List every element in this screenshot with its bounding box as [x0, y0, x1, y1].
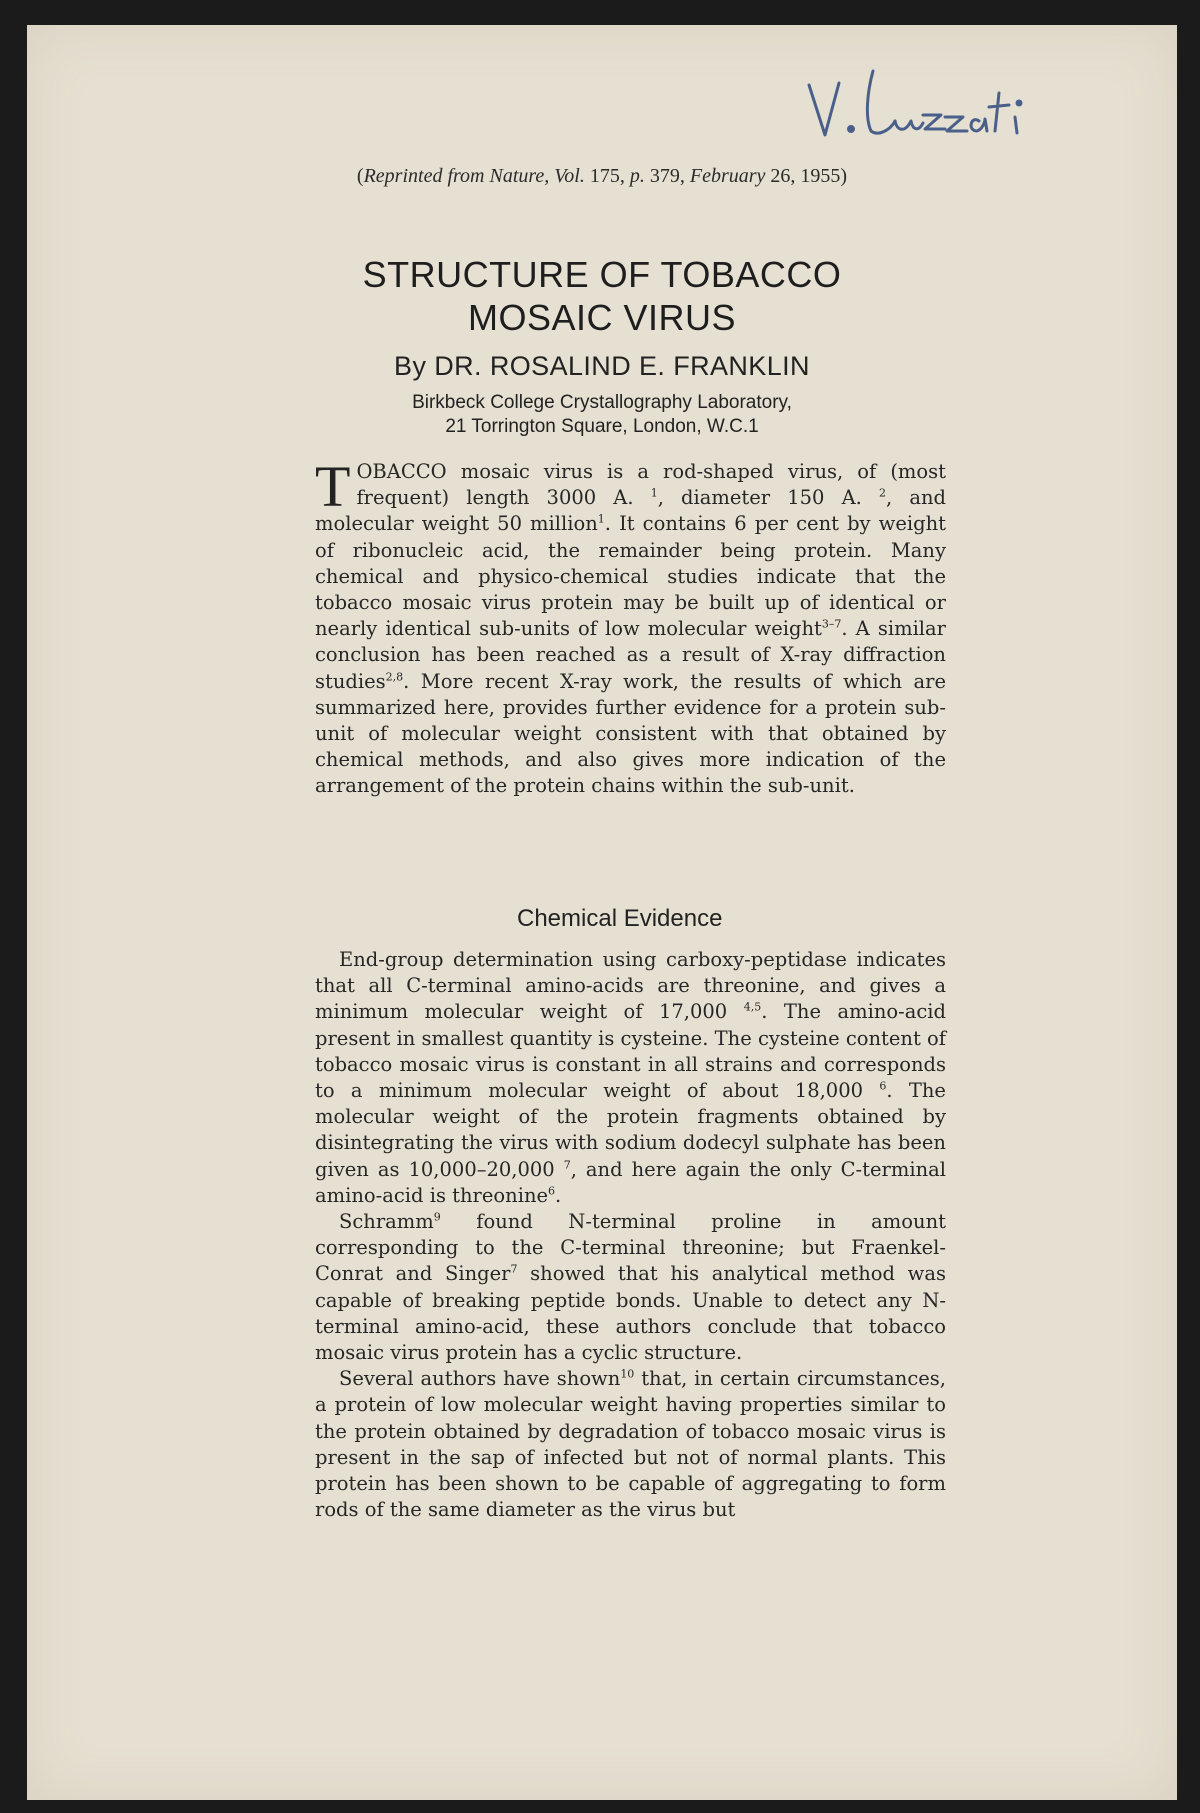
intro-paragraph: TOBACCO mosaic virus is a rod-shaped virus, of (most frequent) length 3000 A. $^1$, diameter 150 A. $^2$, and molecular weight 50 million$^1$. It contains 6 per cent by weight of ribonucleic acid, the remainder being protein. Many chemical and physico-chemical studies indicate that the tobacco mosaic virus protein may be built up of identical or nearly identical sub-units of low molecular weight$^{3-7}$. A similar conclusion has been reached as a result of X-ray diffraction studies$^{2,8}$. More recent X-ray work, the results of which are summarized here, provides further evidence for a protein sub-unit of molecular weight consistent with that obtained by chemical methods, and also gives more indication of the arrangement of the protein chains within the sub-unit.: [315, 454, 946, 798]
drop-cap: T: [315, 454, 351, 519]
paragraph-schramm: Schramm$^9$ found N-terminal proline in amount corresponding to the C-terminal threonine; but Fraenkel-Conrat and Singer$^7$ showed that his analytical method was capable of breaking peptide bonds. Unable to detect any N-terminal amino-acid, these authors conclude that tobacco mosaic virus protein has a cyclic structure.: [315, 1210, 946, 1365]
author-byline: By DR. ROSALIND E. FRANKLIN: [394, 351, 810, 381]
article-title: [27, 253, 1177, 339]
section-heading: Chemical Evidence: [517, 905, 723, 932]
affiliation-line-2: 21 Torrington Square, London, W.C.1: [445, 416, 759, 437]
handwritten-signature: [795, 63, 1035, 153]
reprint-citation: (Reprinted from Nature, Vol. 175, p. 379, February 26, 1955): [356, 165, 848, 187]
document-page: [27, 25, 1177, 1800]
title-line-1: STRUCTURE OF TOBACCO: [362, 254, 842, 295]
affiliation-line-1: Birkbeck College Crystallography Laboratory,: [412, 392, 792, 413]
paragraph-end-group: End-group determination using carboxy-peptidase indicates that all C-terminal amino-acids are threonine, and gives a minimum molecular weight of 17,000 $^{4,5}$. The amino-acid present in smallest quantity is cysteine. The cysteine content of tobacco mosaic virus is constant in all strains and corresponds to a minimum molecular weight of about 18,000 $^6$. The molecular weight of the protein fragments obtained by disintegrating the virus with sodium dodecyl sulphate has been given as 10,000–20,000 $^7$, and here again the only C-terminal amino-acid is threonine$^6$.: [315, 948, 946, 1207]
paragraph-several-authors: Several authors have shown$^{10}$ that, in certain circumstances, a protein of low molecular weight having properties similar to the protein obtained by degradation of tobacco mosaic virus is present in the sap of infected but not of normal plants. This protein has been shown to be capable of aggregating to form rods of the same diameter as the virus but: [315, 1367, 946, 1522]
title-line-2: MOSAIC VIRUS: [467, 297, 737, 338]
author-affiliation: [27, 391, 1177, 439]
section-body: [315, 947, 946, 1523]
